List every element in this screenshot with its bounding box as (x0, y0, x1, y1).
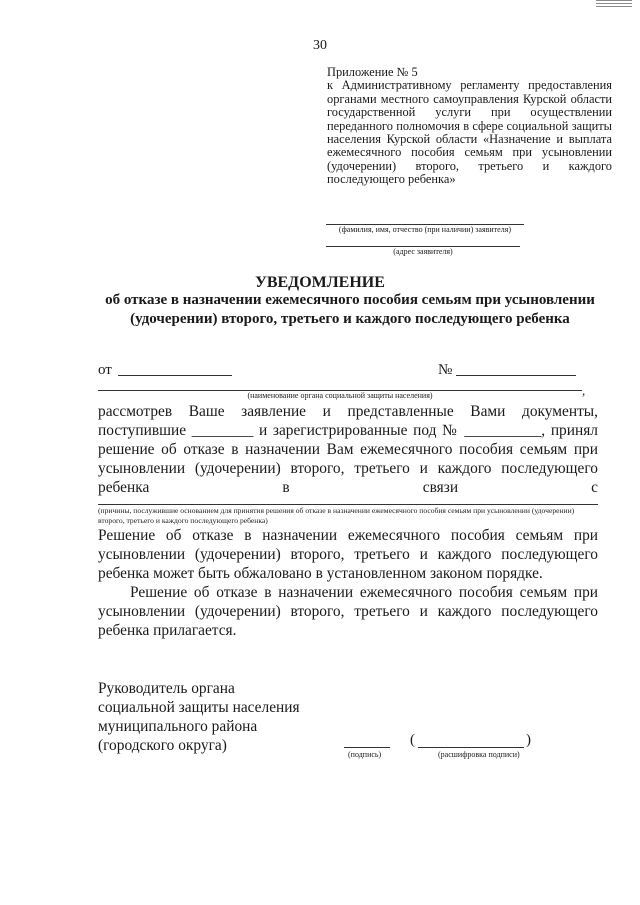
reasons-field[interactable] (98, 504, 598, 505)
p2-line: усыновлении (удочерении) второго, третьего и каждого последующего (98, 546, 598, 563)
annex-block (327, 66, 612, 187)
authority-caption: (наименование органа социальной защиты населения) (247, 391, 433, 400)
authority-field[interactable] (98, 390, 582, 401)
p1-line: поступившие ________ и зарегистрированные под № __________, принял (98, 422, 598, 439)
signer-line: Руководитель органа (98, 680, 235, 697)
p3-line: усыновлении (удочерении) второго, третьего и каждого последующего (98, 603, 598, 620)
paren-close: ) (526, 732, 531, 748)
p2-line: Решение об отказе в назначении ежемесячного пособия семьям при (98, 527, 598, 544)
signature-caption: (подпись) (348, 750, 382, 759)
applicant-address-field[interactable] (326, 246, 520, 257)
annex-title: Приложение № 5 (327, 65, 418, 79)
authority-comma: , (582, 383, 586, 398)
p1-line: решение об отказе в назначении Вам ежемесячного пособия семьям при (98, 441, 598, 458)
signer-block (98, 679, 300, 755)
signature-field[interactable] (344, 747, 390, 748)
signer-line: муниципального района (98, 718, 258, 735)
paragraph-2 (98, 526, 598, 583)
signature-decode-field[interactable] (418, 747, 524, 748)
p1-line: рассмотрев Ваше заявление и представленные Вами документы, (98, 403, 598, 420)
applicant-name-field[interactable] (326, 224, 524, 235)
paren-open: ( (410, 732, 415, 748)
annex-body: к Административному регламенту предоставления органами местного самоуправления Курской области государственной услуги при осуществлении переданного полномочия в сфере социальной защиты населения Курской области «Назначение и выплата ежемесячного пособия семьям при усыновлении (удочерении) второго, третьего и каждого последующего ребенка» (327, 78, 612, 187)
signer-line: (городского округа) (98, 737, 227, 754)
reasons-caption: (причины, послужившие основанием для принятия решения об отказе в назначении ежемесячного пособия семьям при усыновлении (удочерении) второго, третьего и каждого последующего ребенка) (98, 506, 575, 525)
p3-line: Решение об отказе в назначении ежемесячного пособия семьям при (130, 584, 598, 601)
p3-line: ребенка прилагается. (98, 622, 237, 639)
p2-line: ребенка может быть обжаловано в установленном законом порядке. (98, 565, 543, 582)
signature-decode-caption: (расшифровка подписи) (438, 750, 520, 759)
signer-line: социальной защиты населения (98, 699, 300, 716)
from-label: от (98, 362, 112, 378)
from-date-field[interactable] (118, 375, 232, 376)
applicant-address-caption: (адрес заявителя) (393, 247, 453, 256)
notice-title: УВЕДОМЛЕНИЕ (255, 274, 385, 291)
number-label: № (438, 362, 453, 378)
notice-subtitle: об отказе в назначении ежемесячного пособия семьям при усыновлении (удочерении) второго, третьего и каждого последующего ребенка (105, 292, 595, 327)
paragraph-3 (98, 583, 598, 640)
page-number: 30 (313, 38, 327, 53)
corner-mark (596, 0, 632, 14)
paragraph-1 (98, 402, 598, 497)
applicant-name-caption: (фамилия, имя, отчество (при наличии) заявителя) (338, 225, 512, 234)
p1-line: ребенка в связи с (98, 479, 598, 496)
number-field[interactable] (456, 375, 576, 376)
p1-line: усыновлении (удочерении) второго, третьего и каждого последующего (98, 460, 598, 477)
